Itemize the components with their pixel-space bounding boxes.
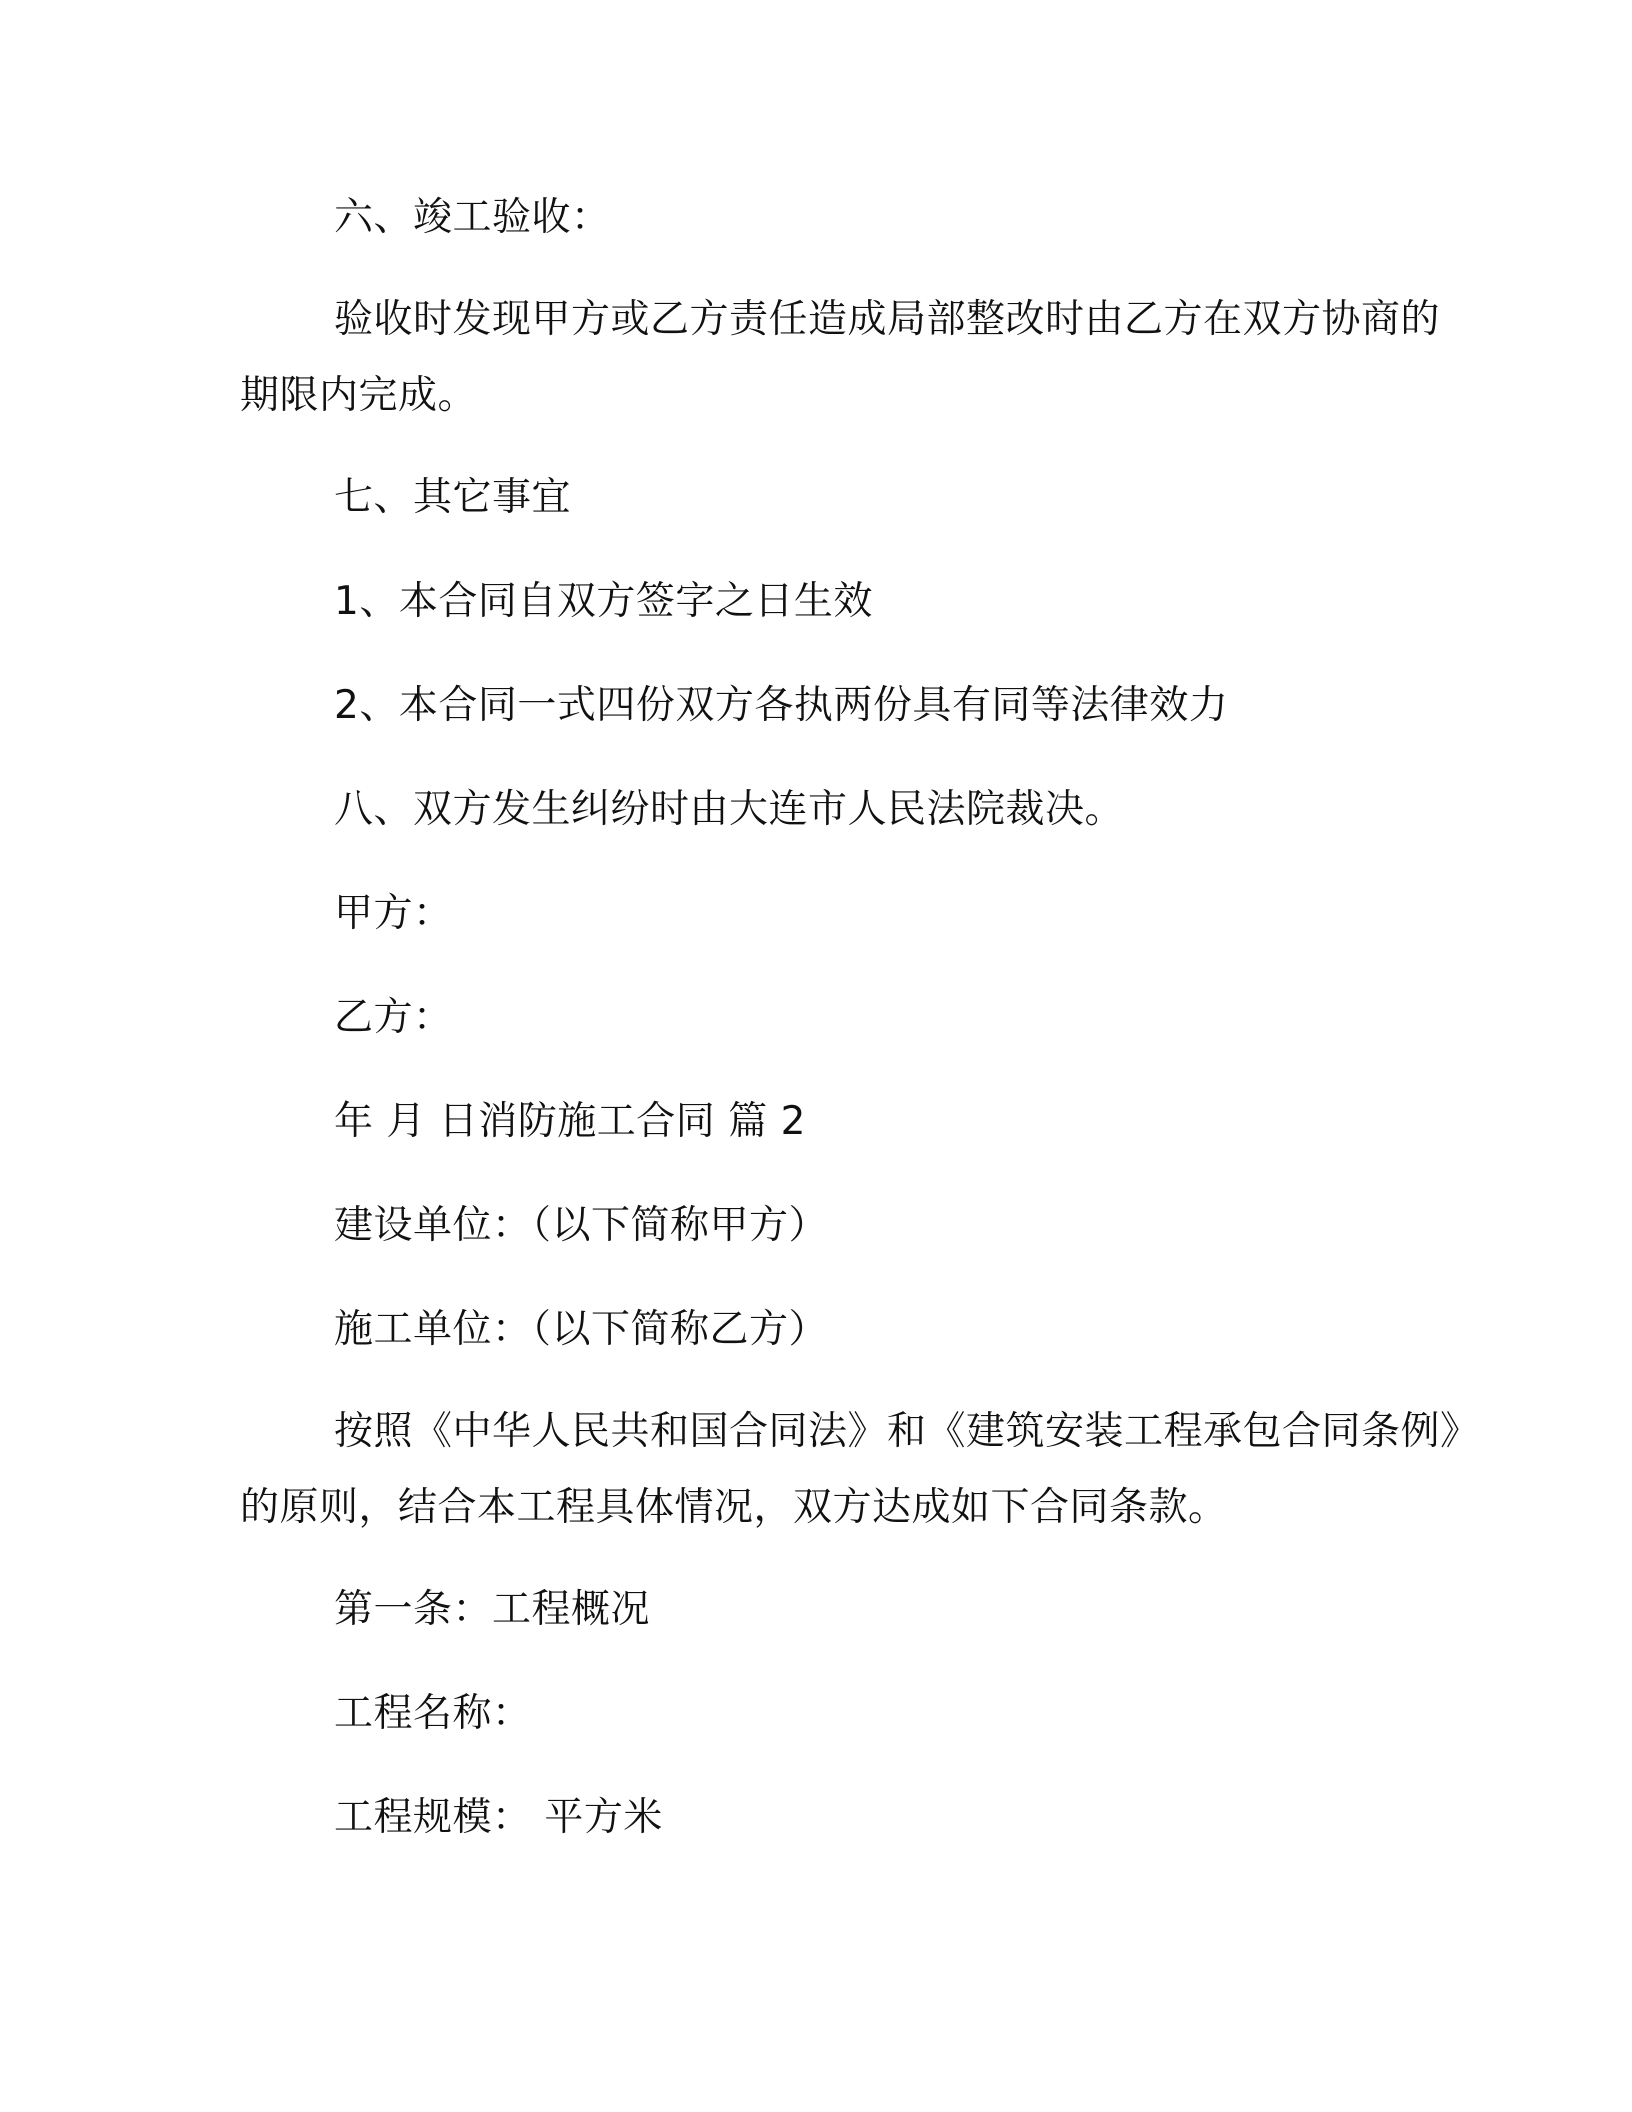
- section-heading-dispute-resolution: 八、双方发生纠纷时由大连市人民法院裁决。: [334, 787, 1125, 832]
- party-a-signature-line: 甲方：: [334, 891, 453, 936]
- clause-copies: 2、本合同一式四份双方各执两份具有同等法律效力: [334, 683, 1229, 728]
- party-b-signature-line: 乙方：: [334, 995, 453, 1040]
- article-one-heading: 第一条：工程概况: [334, 1587, 651, 1632]
- paragraph-line: 验收时发现甲方或乙方责任造成局部整改时由乙方在双方协商的: [334, 297, 1441, 342]
- section-heading-completion-acceptance: 六、竣工验收：: [334, 195, 611, 240]
- paragraph-line: 期限内完成。: [240, 373, 478, 418]
- paragraph-line: 的原则，结合本工程具体情况，双方达成如下合同条款。: [240, 1485, 1228, 1530]
- contractor-unit-line: 施工单位：（以下简称乙方）: [334, 1307, 829, 1352]
- paragraph-acceptance-rectification: [240, 282, 1441, 434]
- paragraph-line: 按照《中华人民共和国合同法》和《建筑安装工程承包合同条例》: [334, 1409, 1480, 1454]
- construction-unit-line: 建设单位：（以下简称甲方）: [334, 1203, 829, 1248]
- section-heading-other-matters: 七、其它事宜: [334, 475, 572, 520]
- clause-effective-date: 1、本合同自双方签字之日生效: [334, 579, 873, 624]
- project-scale-line: 工程规模： 平方米: [334, 1795, 663, 1840]
- date-and-contract-title: 年 月 日消防施工合同 篇 2: [334, 1099, 806, 1144]
- paragraph-legal-basis: [240, 1394, 1480, 1546]
- project-name-line: 工程名称：: [334, 1691, 532, 1736]
